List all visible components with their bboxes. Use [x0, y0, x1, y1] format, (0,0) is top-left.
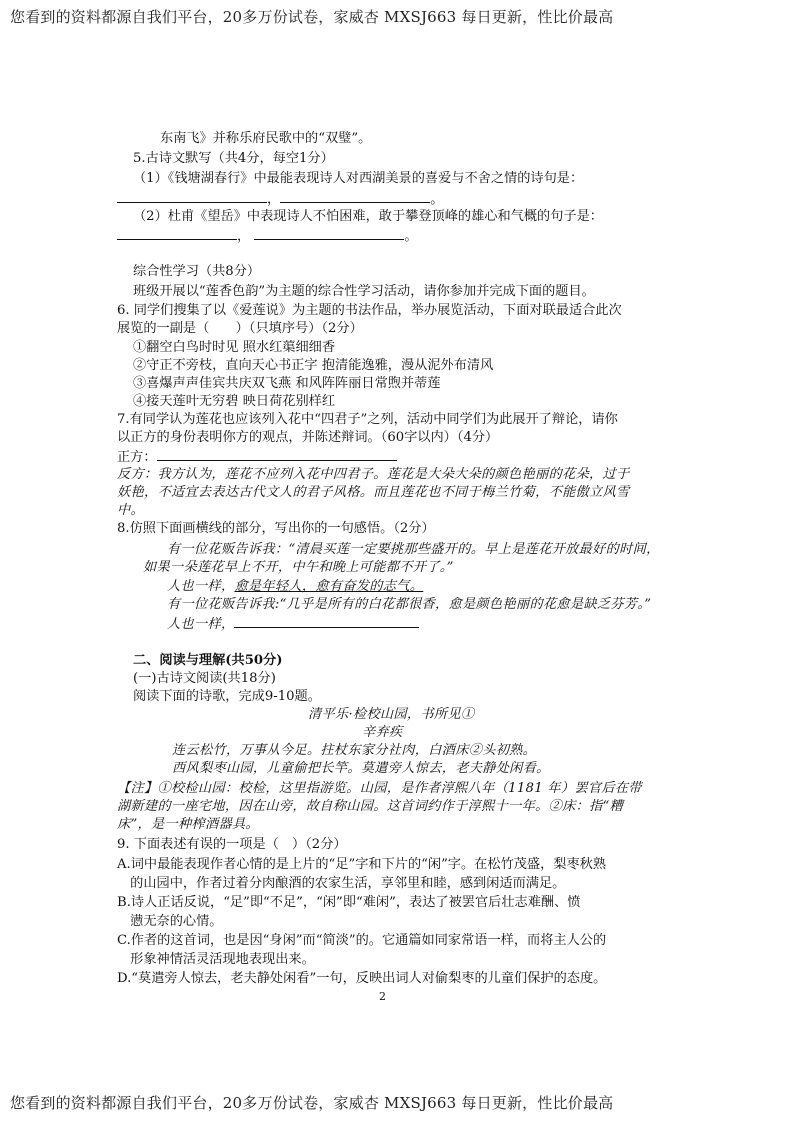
q9-choice-d: D.“莫遣旁人惊去，老夫静处闲看”一句，反映出词人对偷梨枣的儿童们保护的态度。	[117, 971, 607, 986]
answer-blank[interactable]	[157, 448, 397, 461]
q7-con-line-1: 反方：我方认为，莲花不应列入花中四君子。莲花是大朵大朵的颜色艳丽的花朵，过于	[117, 467, 630, 482]
poem-author: 辛弃疾	[362, 725, 403, 740]
reading-heading: 二、阅读与理解(共50分)	[133, 653, 283, 668]
q8-heading: 8.仿照下面画横线的部分，写出你的一句感悟。（2分）	[117, 521, 435, 536]
q7-pro-line: 正方：	[117, 448, 397, 467]
q8-paragraph-1-cont: 如果一朵莲花早上不开，中午和晚上可能都不开了。”	[143, 560, 454, 575]
q9-stem: 9. 下面表述有误的一项是（ ）（2分）	[117, 837, 347, 852]
q8-answer-line: 人也一样，	[167, 615, 419, 634]
poem-line: 西风梨枣山园，儿童偷把长竿。莫遣旁人惊去，老夫静处闲看。	[172, 761, 550, 776]
q9-choice-a: A.词中最能表现作者心情的是上片的“足”字和下片的“闲”字。在松竹茂盛，梨枣秋熟	[117, 857, 607, 872]
reading-instruction: 阅读下面的诗歌，完成9-10题。	[133, 689, 321, 704]
q8-paragraph-2: 有一位花贩告诉我:“几乎是所有的白花都很香，愈是颜色艳丽的花愈是缺乏芬芳。”	[167, 597, 652, 612]
q6-line-1: 6. 同学们搜集了以《爱莲说》为主题的书法作品，举办展览活动，下面对联最适合此次	[117, 303, 622, 318]
note-line: 湖新建的一座宅地，因在山旁，故自称山园。这首词约作于淳熙十一年。②床：指“糟	[117, 799, 624, 814]
answer-blank[interactable]	[117, 190, 267, 203]
q5-heading: 5.古诗文默写（共4分，每空1分）	[133, 151, 334, 166]
q7-line-2: 以正方的身份表明你方的观点，并陈述辩词。（60字以内）（4分）	[117, 430, 499, 445]
poem-title: 清平乐·检校山园，书所见①	[308, 707, 475, 722]
carryover-line: 东南飞》并称乐府民歌中的“双璧”。	[160, 131, 372, 146]
reading-subheading: (一)古诗文阅读(共18分)	[133, 671, 276, 686]
top-banner: 您看到的资料都源自我们平台，20多万份试卷，家威杏 MXSJ663 每日更新，性比价最高	[10, 8, 614, 26]
q5-2-prompt: （2）杜甫《望岳》中表现诗人不怕困难，敢于攀登顶峰的雄心和气概的句子是：	[133, 209, 603, 224]
q7-line-1: 7.有同学认为莲花也应该列入花中“四君子”之列，活动中同学们为此展开了辩论，请你	[117, 412, 618, 427]
bottom-banner: 您看到的资料都源自我们平台，20多万份试卷，家威杏 MXSJ663 每日更新，性比价最高	[10, 1094, 614, 1112]
page-number: 2	[379, 990, 386, 1003]
q5-1-prompt: （1）《钱塘湖春行》中最能表现诗人对西湖美景的喜爱与不舍之情的诗句是：	[133, 171, 584, 186]
q8-paragraph-1: 有一位花贩告诉我：“清晨买莲一定要挑那些盛开的。早上是莲花开放最好的时间，	[167, 542, 660, 557]
q5-1-answer-line: ， 。	[117, 190, 443, 209]
answer-blank[interactable]	[254, 227, 404, 240]
q9-choice-a-cont: 的山园中，作者过着分肉酿酒的农家生活，享邻里和睦，感到闲适而满足。	[117, 876, 566, 891]
integrated-heading: 综合性学习（共8分）	[133, 264, 261, 279]
q6-option: ③喜爆声声佳宾共庆双飞燕 和风阵阵丽日常煦并蒂莲	[133, 376, 441, 391]
q8-model-sentence: 人也一样，愈是年轻人，愈有奋发的志气。	[167, 579, 424, 594]
answer-blank[interactable]	[117, 227, 237, 240]
q6-option: ①翻空白鸟时时见 照水红蕖细细香	[133, 340, 336, 355]
q6-line-2: 展览的一副是（ ）（只填序号）（2分）	[117, 321, 363, 336]
answer-blank[interactable]	[234, 615, 419, 628]
q5-2-answer-line: ， 。	[117, 227, 418, 246]
q9-choice-c-cont: 形象神情活灵活现地表现出来。	[117, 952, 315, 967]
poem-line: 连云松竹，万事从今足。拄杖东家分社肉，白酒床②头初熟。	[172, 743, 537, 758]
q9-choice-b-cont: 懑无奈的心情。	[117, 914, 223, 929]
note-line: 床”，是一种榨酒器具。	[117, 817, 259, 832]
q6-option: ④接天莲叶无穷碧 映日荷花别样红	[133, 394, 336, 409]
q7-con-line-3: 中。	[117, 503, 144, 518]
note-line: 【注】①校检山园：校检，这里指游览。山园，是作者淳熙八年（1181 年）罢官后在带	[117, 781, 642, 796]
q6-option: ②守正不旁枝，直向天心书正字 抱清能逸雅，漫从泥外布清风	[133, 358, 494, 373]
answer-blank[interactable]	[280, 190, 430, 203]
q9-choice-c: C.作者的这首词，也是因“身闲”而“简淡”的。它通篇如同家常语一样，而将主人公的	[117, 933, 607, 948]
integrated-intro: 班级开展以“莲香色韵”为主题的综合性学习活动，请你参加并完成下面的题目。	[133, 284, 595, 299]
q9-choice-b: B.诗人正话反说，“足”即“不足”，“闲”即“难闲”，表达了被罢官后壮志难酬、愤	[117, 895, 581, 910]
q7-con-line-2: 妖艳，不适宜去表达古代文人的君子风格。而且莲花也不同于梅兰竹菊，不能傲立风雪	[117, 485, 630, 500]
